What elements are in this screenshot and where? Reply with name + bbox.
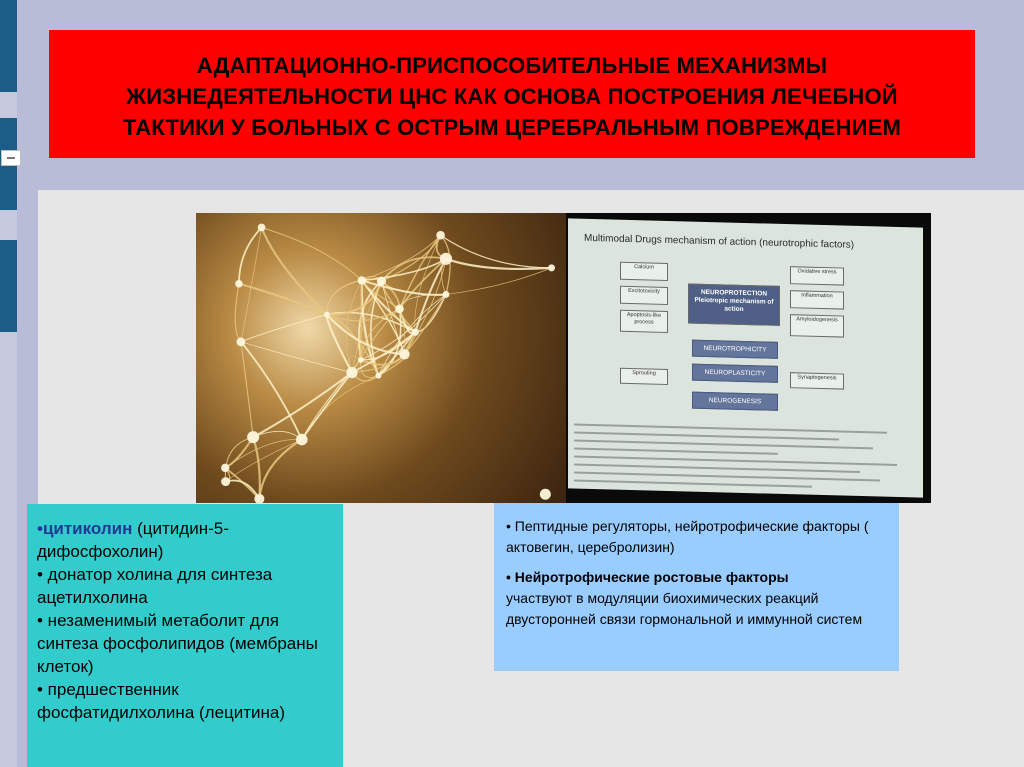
projected-box: Oxidative stress <box>790 266 844 285</box>
left-decor-strip <box>0 0 17 767</box>
title-banner <box>49 30 975 158</box>
neuron-body <box>436 231 445 240</box>
projected-bar: NEUROPLASTICITY <box>692 364 778 383</box>
neuron-fiber <box>225 439 302 467</box>
neuron-fiber <box>302 373 352 440</box>
neuron-body <box>221 477 230 486</box>
neuron-body <box>296 434 308 446</box>
projected-center-box: NEUROPROTECTION Pleiotropic mechanism of action <box>688 283 780 325</box>
projected-bar: NEUROGENESIS <box>692 392 778 411</box>
neuron-fiber <box>241 342 352 373</box>
neuron-fiber <box>327 315 352 373</box>
left-decor-block <box>0 0 17 92</box>
choline-donor-item: • донатор холина для синтеза ацетилхолина <box>37 565 273 607</box>
projected-slide <box>568 218 923 497</box>
neuron-fiber <box>446 268 552 295</box>
neuron-network-illustration <box>196 213 568 503</box>
neuron-fiber <box>253 437 260 499</box>
neuron-body <box>440 253 452 265</box>
neuron-network-photo <box>196 213 568 503</box>
left-decor-block <box>0 240 17 332</box>
neuron-fiber <box>253 373 352 438</box>
projected-box: Apoptosis-like process <box>620 310 668 333</box>
neuron-body <box>237 337 246 346</box>
citicoline-line <box>37 517 337 563</box>
neuron-body <box>235 280 243 288</box>
neuron-body <box>358 357 364 363</box>
neuron-body <box>377 277 386 286</box>
neuron-fiber <box>225 437 253 468</box>
slide-title: АДАПТАЦИОННО-ПРИСПОСОБИТЕЛЬНЫЕ МЕХАНИЗМЫ ЖИЗНЕДЕЯТЕЛЬНОСТИ ЦНС КАК ОСНОВА ПОСТРОЕНИЯ ЛЕЧЕБНОЙ ТАКТИКИ У БОЛЬНЫХ С ОСТРЫМ ЦЕРЕБРАЛЬНЫМ ПОВРЕЖДЕНИЕМ <box>122 52 902 140</box>
projected-box: Calcium <box>620 262 668 281</box>
projected-bar: NEUROTROPHICITY <box>692 340 778 359</box>
neuron-body <box>399 349 409 359</box>
peptide-regulators-item: • Пептидные регуляторы, нейротрофические факторы ( актовегин, церебролизин) <box>506 518 869 555</box>
growth-factors-description: участвуют в модуляции биохимических реакций двусторонней связи гормональной и иммунной систем <box>506 590 863 627</box>
citicoline-keyword: •цитиколин <box>37 519 133 538</box>
neuron-fiber <box>239 284 327 315</box>
projected-box: Synaptogenesis <box>790 372 844 389</box>
neuron-body <box>540 489 551 500</box>
projected-box: Excitotoxicity <box>620 286 668 305</box>
neuron-body <box>548 264 555 271</box>
projected-slide-title: Multimodal Drugs mechanism of action (neurotrophic factors) <box>584 232 855 251</box>
neuron-fiber <box>225 468 259 499</box>
neuron-fiber <box>235 284 241 342</box>
growth-factors-heading: • Нейротрофические ростовые факторы <box>506 569 789 585</box>
neuron-body <box>258 224 266 232</box>
precursor-item: • предшественник фосфатидилхолина (лецитина) <box>37 680 286 722</box>
neuron-body <box>442 291 449 298</box>
neuron-body <box>324 312 330 318</box>
neuron-body <box>395 305 404 314</box>
neuron-body <box>358 276 366 284</box>
neuron-fiber <box>239 228 262 284</box>
neuron-body <box>221 464 229 472</box>
projected-references <box>574 424 914 497</box>
neuron-body <box>412 328 419 335</box>
neuron-fiber <box>241 315 327 342</box>
neurotrophic-card <box>494 503 899 671</box>
projected-box: Sprouting <box>620 368 668 385</box>
slide-menu-icon[interactable] <box>1 150 21 166</box>
growth-factors-item <box>506 567 889 630</box>
neuron-body <box>247 431 259 443</box>
metabolite-item: • незаменимый метаболит для синтеза фосфолипидов (мембраны клеток) <box>37 611 318 676</box>
projected-box: Inflammation <box>790 290 844 309</box>
citicoline-card <box>27 504 343 767</box>
citicoline-description: (цитидин-5-дифосфохолин) <box>37 519 229 561</box>
neuron-body <box>375 373 381 379</box>
projected-box: Amyloidogenesis <box>790 314 844 337</box>
projected-slide-photo <box>566 213 931 503</box>
neuron-body <box>346 367 357 378</box>
neuron-fiber <box>259 440 301 499</box>
